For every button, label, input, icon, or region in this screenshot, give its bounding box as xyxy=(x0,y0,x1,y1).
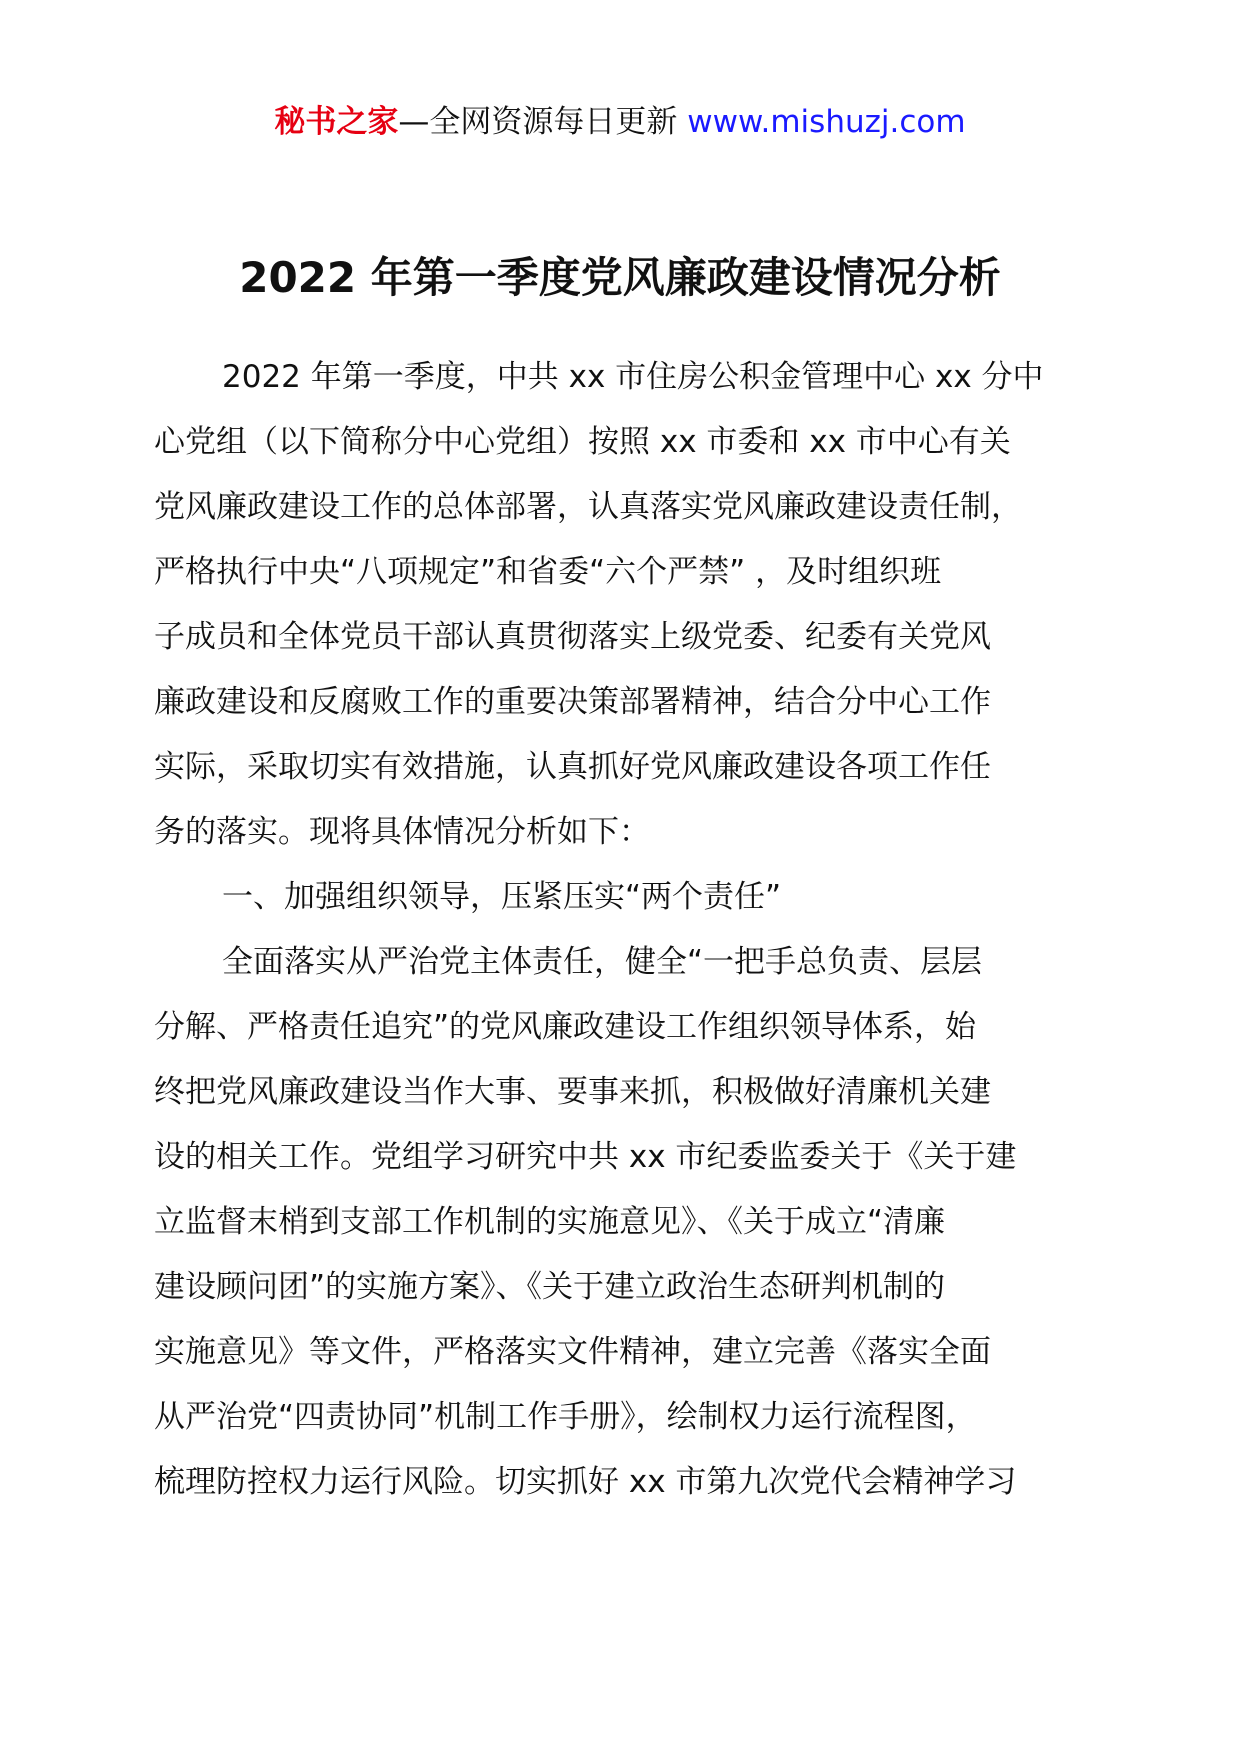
site-url-link[interactable]: www.mishuzj.com xyxy=(687,104,966,140)
paragraph-line: 立监督末梢到支部工作机制的实施意见》、《关于成立“清廉 xyxy=(154,1204,946,1240)
paragraph-line: 严格执行中央“八项规定”和省委“六个严禁” ，及时组织班 xyxy=(154,554,942,590)
header-tagline: —全网资源每日更新 xyxy=(398,104,688,140)
paragraph-line: 从严治党“四责协同”机制工作手册》，绘制权力运行流程图， xyxy=(154,1399,977,1435)
paragraph-line: 党风廉政建设工作的总体部署，认真落实党风廉政建设责任制， xyxy=(154,489,1022,525)
paragraph-line: 设的相关工作。党组学习研究中共 xx 市纪委监委关于《关于建 xyxy=(154,1139,1017,1175)
paragraph-line: 建设顾问团”的实施方案》、《关于建立政治生态研判机制的 xyxy=(154,1269,946,1305)
paragraph-line: 全面落实从严治党主体责任，健全“一把手总负责、层层 xyxy=(222,944,983,980)
paragraph-line: 终把党风廉政建设当作大事、要事来抓，积极做好清廉机关建 xyxy=(154,1074,991,1110)
document-body xyxy=(154,345,1094,1515)
paragraph-line: 实际，采取切实有效措施，认真抓好党风廉政建设各项工作任 xyxy=(154,749,991,785)
paragraph-line: 廉政建设和反腐败工作的重要决策部署精神，结合分中心工作 xyxy=(154,684,991,720)
paragraph-line: 2022 年第一季度，中共 xx 市住房公积金管理中心 xx 分中 xyxy=(222,359,1044,395)
paragraph-line: 实施意见》等文件，严格落实文件精神，建立完善《落实全面 xyxy=(154,1334,991,1370)
paragraph-line: 分解、严格责任追究”的党风廉政建设工作组织领导体系，始 xyxy=(154,1009,977,1045)
document-title: 2022 年第一季度党风廉政建设情况分析 xyxy=(239,253,1001,302)
brand-name: 秘书之家 xyxy=(274,104,399,140)
section-heading: 一、加强组织领导，压紧压实“两个责任” xyxy=(222,879,782,915)
paragraph-line: 子成员和全体党员干部认真贯彻落实上级党委、纪委有关党风 xyxy=(154,619,991,655)
site-header xyxy=(0,100,1240,144)
paragraph-line: 梳理防控权力运行风险。切实抓好 xx 市第九次党代会精神学习 xyxy=(154,1464,1017,1500)
paragraph-line: 务的落实。现将具体情况分析如下： xyxy=(154,814,650,850)
paragraph-line: 心党组（以下简称分中心党组）按照 xx 市委和 xx 市中心有关 xyxy=(154,424,1011,460)
